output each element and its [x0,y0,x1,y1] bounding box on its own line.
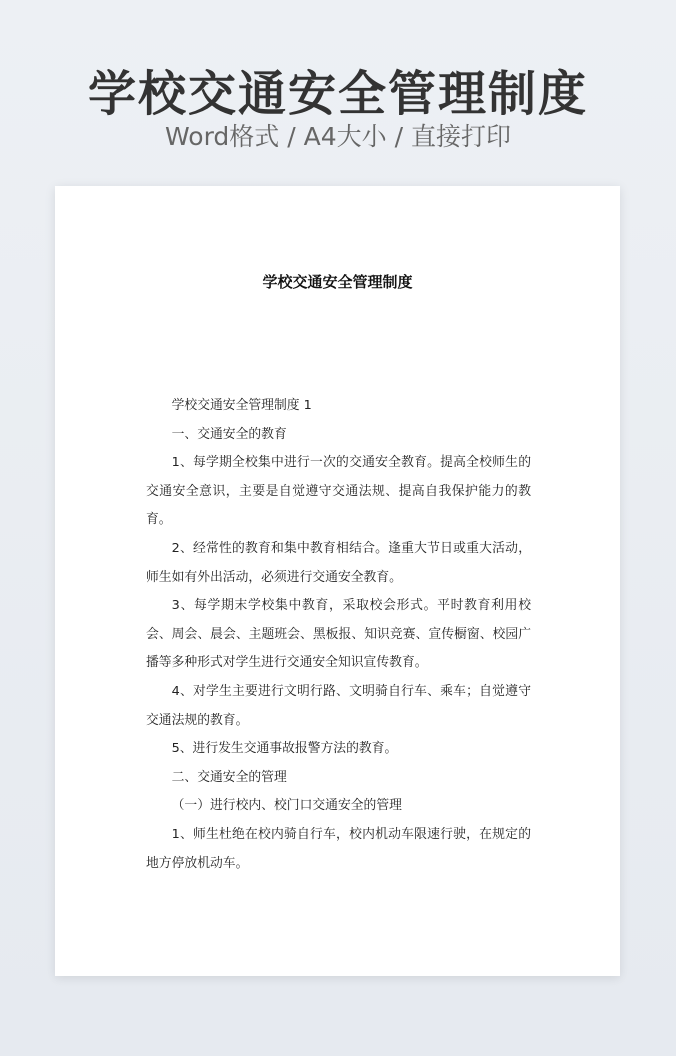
document-page [55,186,620,976]
banner-subtitle: Word格式 / A4大小 / 直接打印 [165,122,511,151]
paragraph: 2、经常性的教育和集中教育相结合。逢重大节日或重大活动，师生如有外出活动，必须进行交通安全教育。 [146,540,531,585]
paragraph: （一）进行校内、校门口交通安全的管理 [171,798,402,814]
paragraph: 4、对学生主要进行文明行路、文明骑自行车、乘车；自觉遵守交通法规的教育。 [146,683,531,728]
paragraph: 二、交通安全的管理 [171,769,287,785]
document-title: 学校交通安全管理制度 [262,273,413,291]
paragraph: 一、交通安全的教育 [171,426,287,442]
paragraph: 1、师生杜绝在校内骑自行车，校内机动车限速行驶，在规定的地方停放机动车。 [146,826,531,871]
paragraph: 1、每学期全校集中进行一次的交通安全教育。提高全校师生的交通安全意识，主要是自觉遵守交通法规、提高自我保护能力的教育。 [146,455,531,528]
paragraph: 3、每学期末学校集中教育，采取校会形式。平时教育利用校会、周会、晨会、主题班会、黑板报、知识竞赛、宣传橱窗、校园广播等多种形式对学生进行交通安全知识宣传教育。 [146,598,531,671]
document-body [146,392,531,878]
banner-title: 学校交通安全管理制度 [87,66,588,122]
paragraph: 5、进行发生交通事故报警方法的教育。 [171,741,398,757]
paragraph: 学校交通安全管理制度 1 [171,398,312,413]
